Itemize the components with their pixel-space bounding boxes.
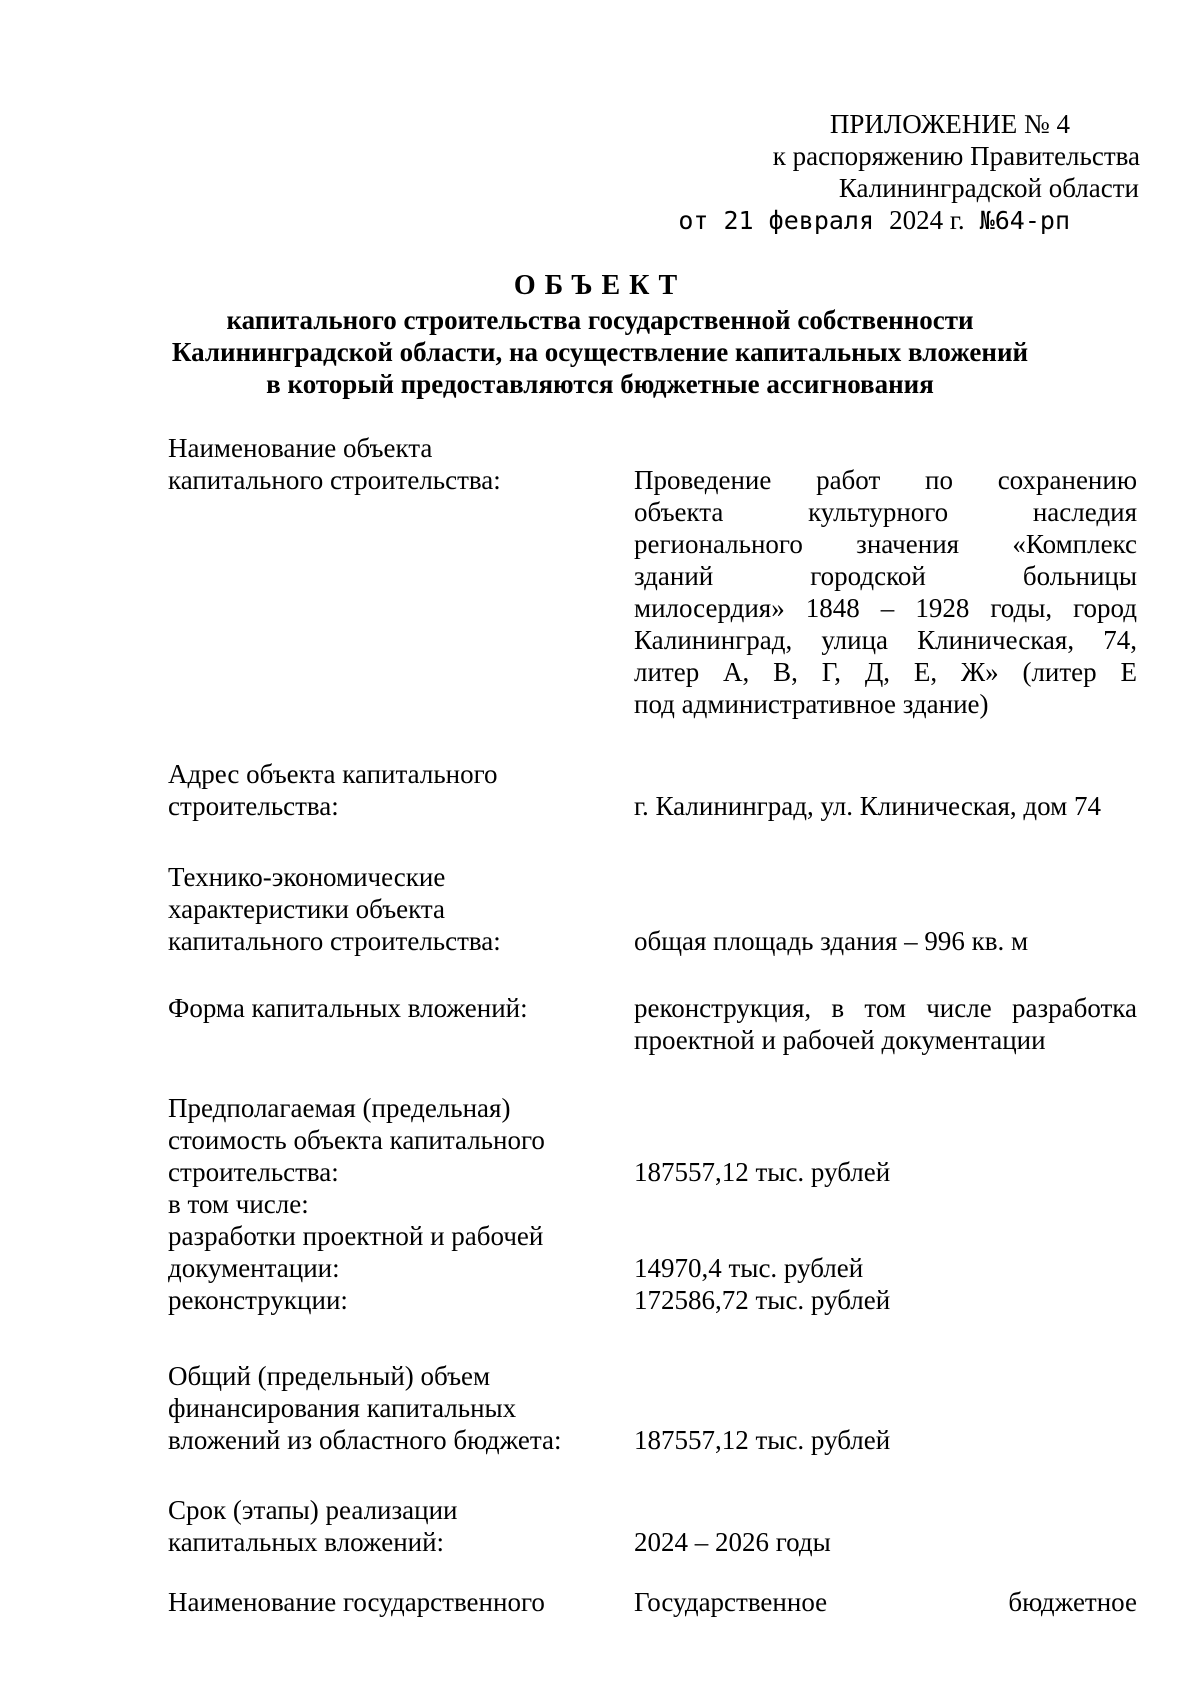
order-number: №64-рп [979, 206, 1070, 235]
label-line: вложений из областного бюджета: [168, 1425, 562, 1455]
label-line: строительства: [168, 791, 339, 821]
label-line: характеристики объекта [168, 894, 446, 924]
field-financing-label [168, 1360, 588, 1456]
value-line: Государственное бюджетное [634, 1587, 1137, 1617]
label-line: Адрес объекта капитального [168, 759, 498, 789]
value-line: 187557,12 тыс. рублей [634, 1157, 891, 1187]
date-year: 2024 г. [889, 205, 965, 235]
label-line: Форма капитальных вложений: [168, 993, 528, 1023]
field-cost-docs-value [634, 1252, 1137, 1316]
appendix-block [600, 108, 1140, 237]
field-financing-value [634, 1424, 1137, 1456]
value-line: 14970,4 тыс. рублей [634, 1253, 864, 1283]
label-line: Технико-экономические [168, 862, 446, 892]
field-object-name-label [168, 432, 588, 496]
field-term-label [168, 1494, 588, 1558]
field-investment-form-value [634, 992, 1137, 1056]
field-address-label [168, 758, 588, 822]
value-line: реконструкция, в том числе разработка [634, 993, 1137, 1023]
label-line: реконструкции: [168, 1285, 348, 1315]
label-line: строительства: [168, 1157, 339, 1187]
heading-line-3: в который предоставляются бюджетные ассигнования [266, 369, 934, 399]
label-line: Общий (предельный) объем [168, 1361, 491, 1391]
date-month: февраля [768, 206, 875, 235]
label-line: капитальных вложений: [168, 1527, 445, 1557]
field-estimated-cost-label [168, 1092, 588, 1316]
value-line: 172586,72 тыс. рублей [634, 1285, 891, 1315]
date-day: 21 [723, 206, 754, 235]
field-address-value [634, 790, 1137, 822]
value-line: зданий городской больницы [634, 561, 1137, 591]
label-line: в том числе: [168, 1189, 309, 1219]
value-line: милосердия» 1848 – 1928 годы, город [634, 593, 1137, 623]
appendix-date-line [600, 204, 1140, 237]
value-line: регионального значения «Комплекс [634, 529, 1137, 559]
label-line: документации: [168, 1253, 340, 1283]
field-customer-label [168, 1586, 588, 1618]
value-line: проектной и рабочей документации [634, 1025, 1046, 1055]
label-line: капитального строительства: [168, 926, 501, 956]
value-line: г. Калининград, ул. Клиническая, дом 74 [634, 791, 1101, 821]
label-line: капитального строительства: [168, 465, 501, 495]
label-line: стоимость объекта капитального [168, 1125, 545, 1155]
value-line: объекта культурного наследия [634, 497, 1137, 527]
heading-title: ОБЪЕКТ [513, 270, 687, 301]
appendix-region: Калининградской области [838, 173, 1139, 203]
label-line: финансирования капитальных [168, 1393, 517, 1423]
appendix-title: ПРИЛОЖЕНИЕ № 4 [829, 109, 1070, 139]
value-line: Проведение работ по сохранению [634, 465, 1137, 495]
field-tech-value [634, 925, 1137, 957]
label-line: Предполагаемая (предельная) [168, 1093, 511, 1123]
value-line: под административное здание) [634, 689, 989, 719]
label-line: Срок (этапы) реализации [168, 1495, 458, 1525]
value-line: Калининград, улица Клиническая, 74, [634, 625, 1137, 655]
field-cost-total-value [634, 1156, 1137, 1188]
appendix-reference: к распоряжению Правительства [772, 141, 1140, 171]
field-investment-form-label [168, 992, 588, 1024]
document-heading [100, 268, 1100, 400]
value-line: 2024 – 2026 годы [634, 1527, 831, 1557]
label-line: Наименование объекта [168, 433, 433, 463]
value-line: 187557,12 тыс. рублей [634, 1425, 891, 1455]
field-object-name-value [634, 464, 1137, 720]
label-line: разработки проектной и рабочей [168, 1221, 544, 1251]
label-line: Наименование государственного [168, 1587, 545, 1617]
field-tech-label [168, 861, 588, 957]
field-term-value [634, 1526, 1137, 1558]
heading-line-1: капитального строительства государственной собственности [226, 305, 974, 335]
value-line: общая площадь здания – 996 кв. м [634, 926, 1029, 956]
date-prefix: от [678, 206, 709, 235]
heading-line-2: Калининградской области, на осуществление капитальных вложений [171, 337, 1029, 367]
field-customer-value [634, 1586, 1137, 1618]
value-line: литер А, В, Г, Д, Е, Ж» (литер Е [634, 657, 1137, 687]
